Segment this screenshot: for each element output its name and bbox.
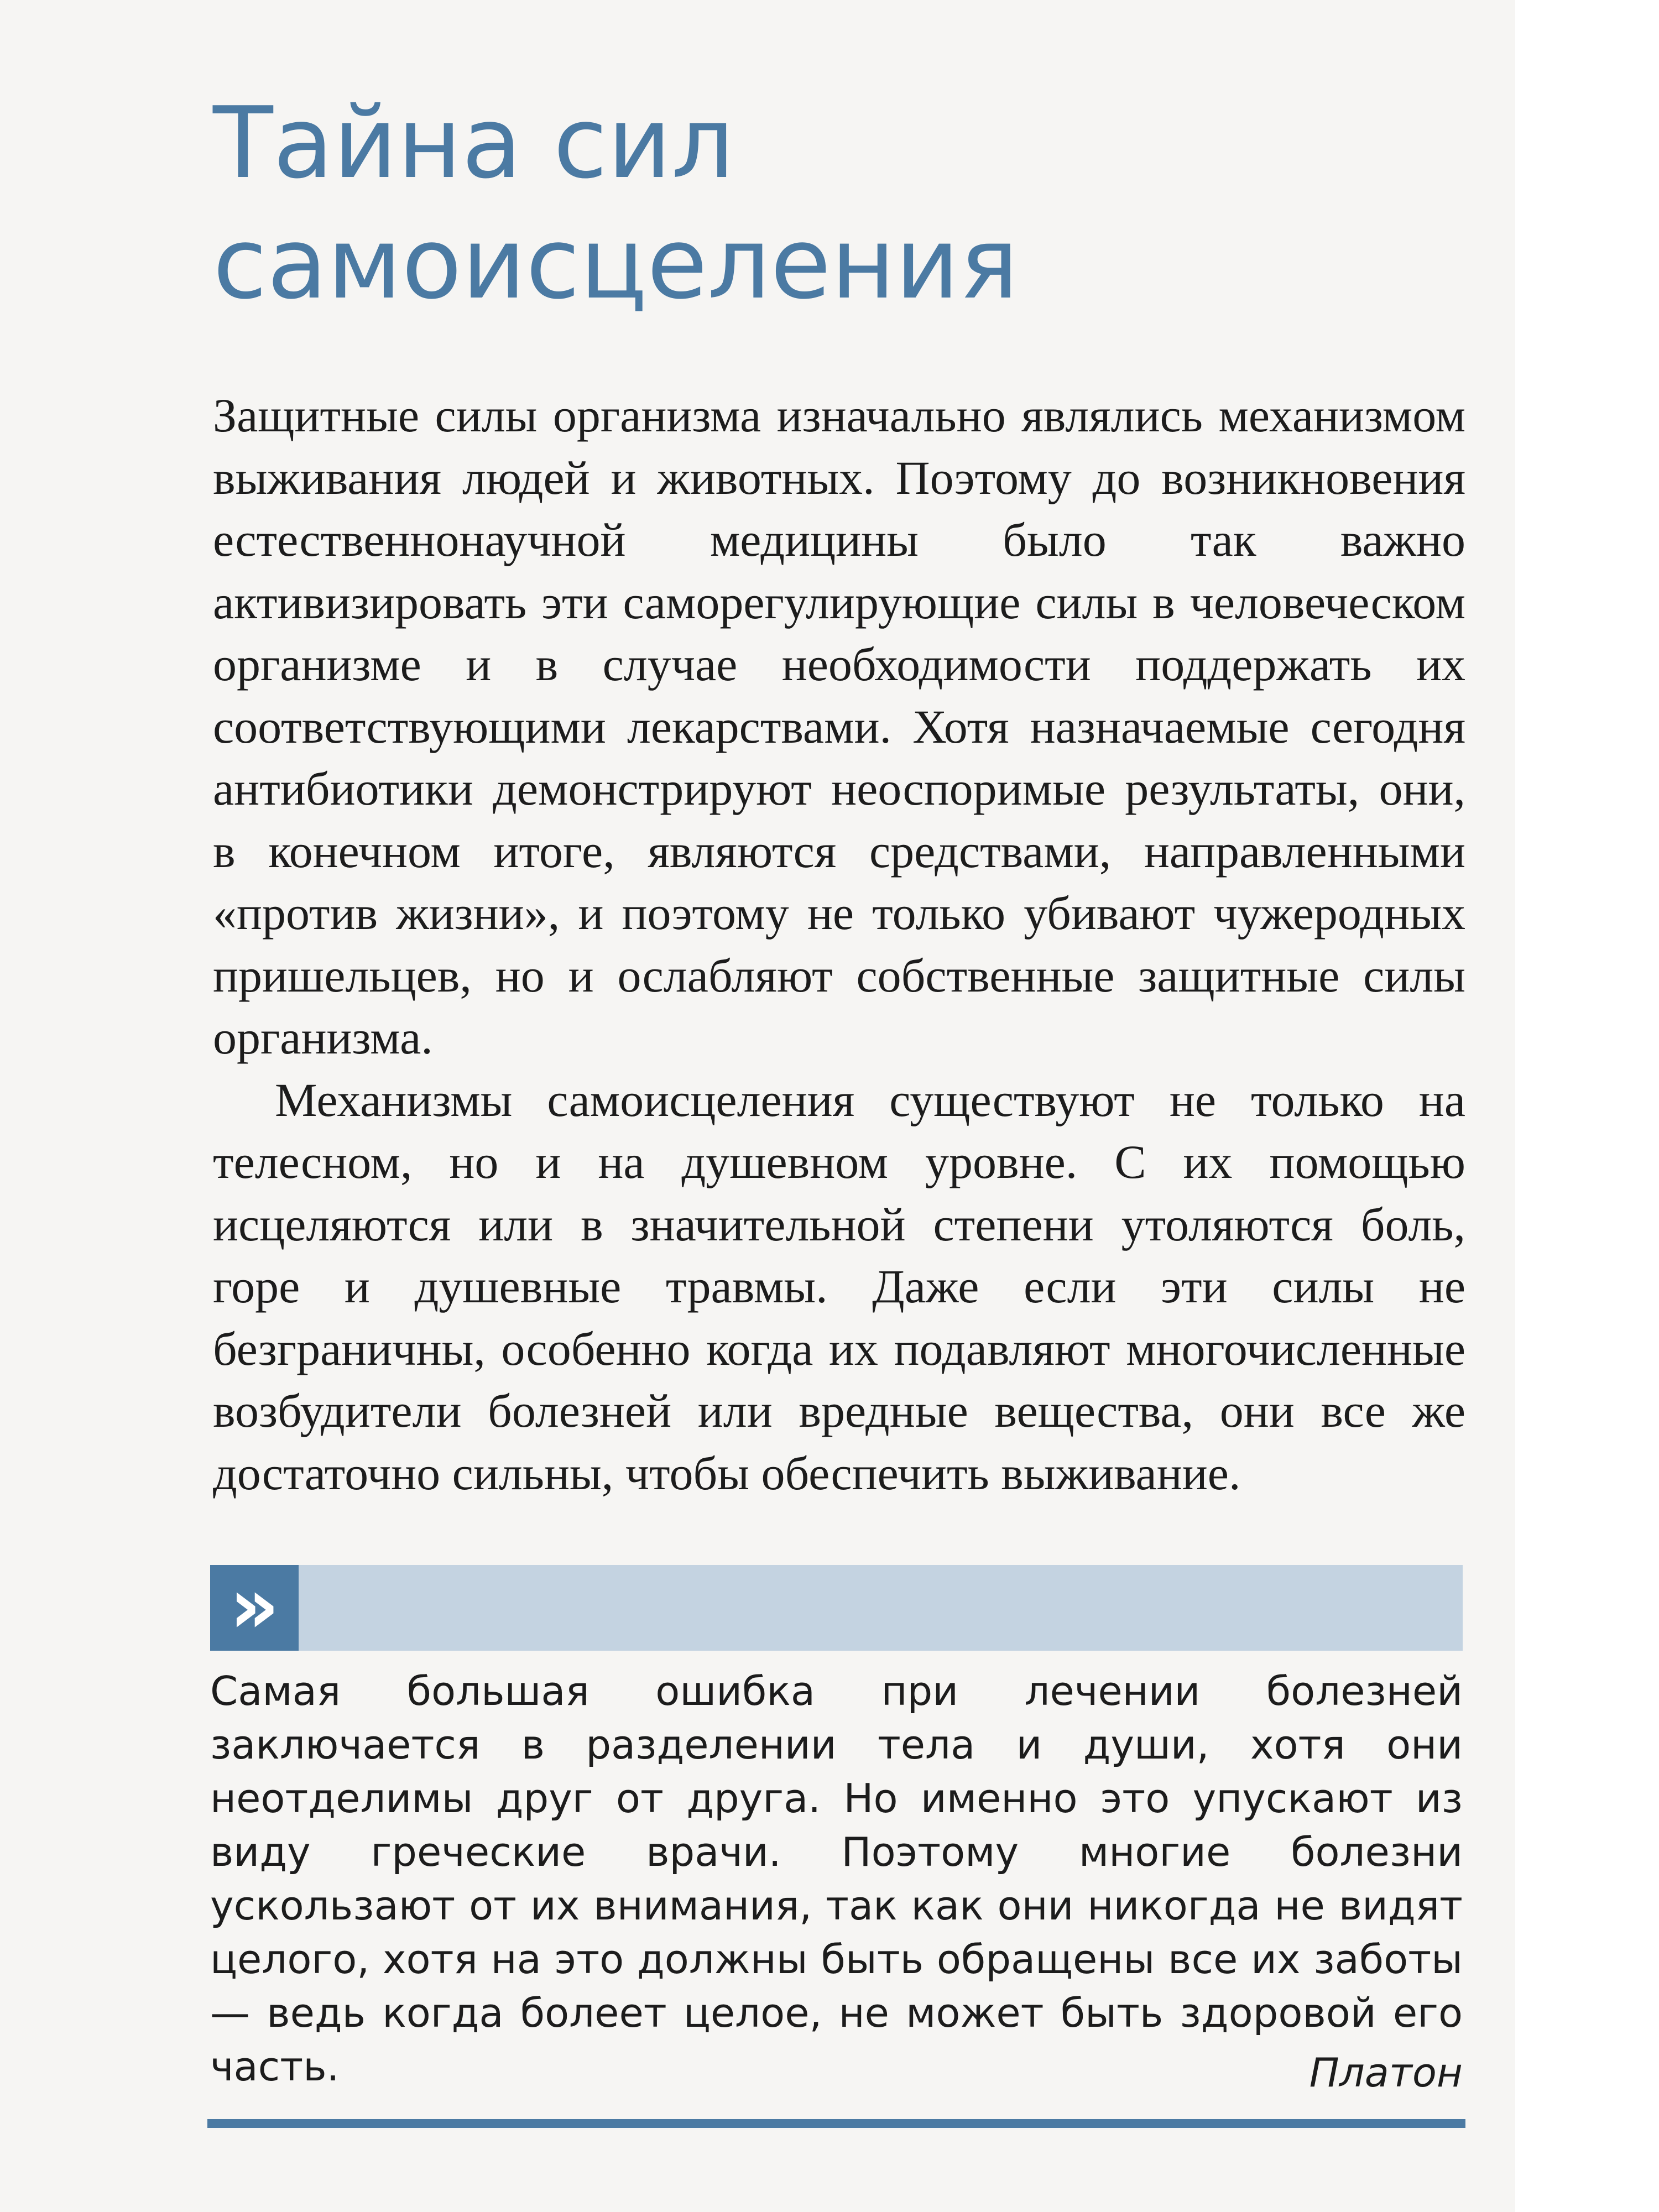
quote-header-bar [210,1561,1463,1651]
quote-text: Самая большая ошибка при лечении болезней заключается в разделении тела и души, хотя они неотделимы друг от друга. Но именно это упускают из виду греческие врачи. Поэтому многие болезни ускользают от их внимания, так как они никогда не видят целого, хотя на это должны быть обращены все их заботы — ведь когда болеет целое, не может быть здоровой его часть. [210,1668,1463,2090]
double-chevron-right-icon: » [210,1565,299,1651]
paragraph-2: Механизмы самоисцеления существуют не только на телесном, но и на душевном уровне. С их помощью исцеляются или в значительной степени утоляются боль, горе и душевные травмы. Даже если эти силы не безграничны, особенно когда их подавляют многочисленные возбудители болезней или вредные вещества, они все же достаточно сильны, чтобы обеспечить выживание. [213,1073,1465,1500]
chapter-title [213,83,1430,324]
chapter-title-line-1: Тайна сил [213,86,734,200]
chapter-title-line-2: самоисцеления [213,206,1019,321]
quote-author: Платон [1309,2049,1463,2096]
paragraph-1: Защитные силы организма изначально являлись механизмом выживания людей и животных. Поэтому до возникновения естественнонаучной медицины было так важно активизировать эти саморегулирующие силы в человеческом организме и в случае необходимости поддержать их соответствующими лекарствами. Хотя назначаемые сегодня антибиотики демонстрируют неоспоримые результаты, они, в конечном итоге, являются средствами, направленными «против жизни», и поэтому не только убивают чужеродных пришельцев, но и ослабляют собственные защитные силы организма. [213,389,1465,1064]
bottom-divider [207,2119,1465,2128]
scan-margin [1515,0,1659,2212]
body-text [213,384,1465,1504]
